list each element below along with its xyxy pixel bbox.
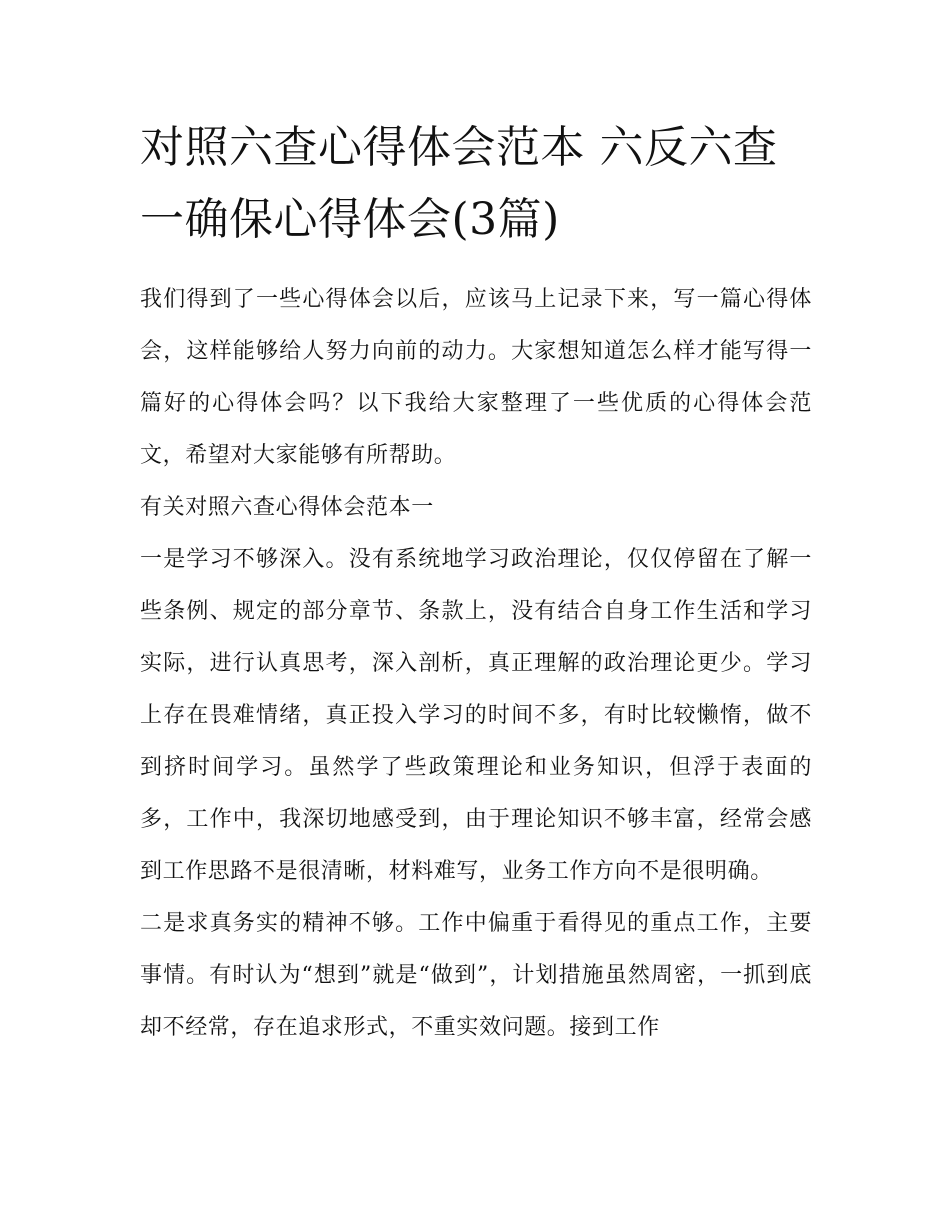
document-page	[140, 112, 812, 1054]
document-title: 对照六查心得体会范本 六反六查一确保心得体会(3篇)	[140, 122, 778, 245]
body-paragraph-2: 二是求真务实的精神不够。工作中偏重于看得见的重点工作，主要事情。有时认为“想到”就是“做到”，计划措施虽然周密，一抓到底却不经常，存在追求形式，不重实效问题。接到工作	[140, 911, 812, 1040]
body-paragraph-1: 一是学习不够深入。没有系统地学习政治理论，仅仅停留在了解一些条例、规定的部分章节、条款上，没有结合自身工作生活和学习实际，进行认真思考，深入剖析，真正理解的政治理论更少。学习上存在畏难情绪，真正投入学习的时间不多，有时比较懒惰，做不到挤时间学习。虽然学了些政策理论和业务知识，但浮于表面的多，工作中，我深切地感受到，由于理论知识不够丰富，经常会感到工作思路不是很清晰，材料难写，业务工作方向不是很明确。	[140, 547, 812, 884]
intro-paragraph: 我们得到了一些心得体会以后，应该马上记录下来，写一篇心得体会，这样能够给人努力向前的动力。大家想知道怎么样才能写得一篇好的心得体会吗？以下我给大家整理了一些优质的心得体会范文，希望对大家能够有所帮助。	[140, 287, 812, 468]
section-heading: 有关对照六查心得体会范本一	[140, 495, 434, 520]
